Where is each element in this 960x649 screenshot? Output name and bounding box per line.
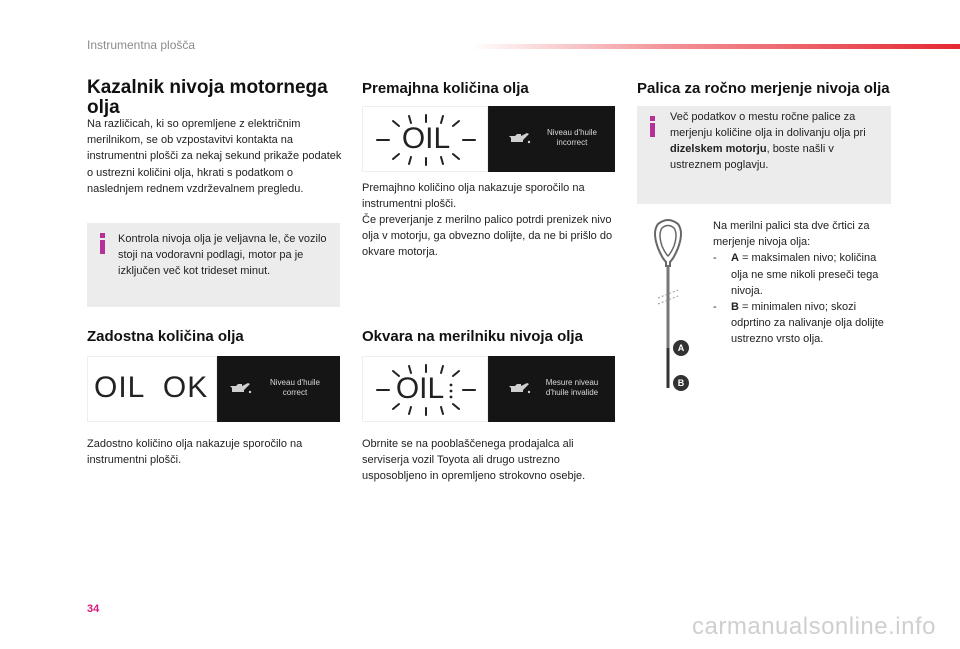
section-title: Instrumentna plošča (87, 38, 196, 52)
intro-paragraph: Na različicah, ki so opremljene z električnim merilnikom, se ob vzpostavitvi kontakta na instrumentni plošči za nekaj sekund prikaže podatek o ustrezni količini olja, hkrati s podatkom o naslednjem rednem vzdrževalnem pregledu. (87, 118, 342, 195)
fault-oil-msg-line1: Mesure niveau (545, 378, 599, 387)
fault-oil-screen (362, 356, 488, 422)
oil-sensor-fault-heading: Okvara na merilniku nivoja olja (362, 328, 583, 345)
item-a-text: = maksimalen nivo; količina olja ne sme nikoli preseči tega nivoja. (731, 252, 879, 297)
dipstick-item-a (713, 250, 893, 299)
fault-oil-msg-line2: d'huile invalide (545, 388, 599, 397)
low-oil-desc-1: Premajhno količino olja nakazuje sporočilo na instrumentni plošči. (362, 182, 585, 211)
bullet-dash: - (713, 252, 717, 265)
oil-can-icon (507, 130, 531, 146)
low-oil-text: OIL (401, 122, 451, 155)
low-oil-heading: Premajhna količina olja (362, 80, 529, 97)
watermark: carmanualsonline.info (692, 613, 936, 640)
fault-oil-message-panel (489, 356, 615, 422)
dipstick-description (713, 218, 893, 348)
oil-ok-screen (87, 356, 217, 422)
item-a-letter: A (731, 252, 739, 265)
low-oil-msg-line2: incorrect (556, 138, 588, 147)
oil-ok-message-panel (218, 356, 340, 422)
fault-oil-text: OIL (395, 372, 445, 405)
page-number: 34 (87, 603, 100, 615)
dipstick-note-part2: , boste našli v ustreznem poglavju. (670, 143, 834, 171)
max-level-marker: A (673, 340, 689, 356)
low-oil-display (362, 106, 615, 172)
oil-ok-msg-line2: correct (282, 388, 308, 397)
dipstick-intro: Na merilni palici sta dve črtici za merjenje nivoja olja: (713, 220, 870, 249)
item-b-letter: B (731, 301, 739, 314)
low-oil-screen (362, 106, 488, 172)
sufficient-oil-heading: Zadostna količina olja (87, 328, 244, 345)
note-box (87, 223, 340, 307)
min-level-marker: B (673, 375, 689, 391)
fault-oil-display (362, 356, 615, 422)
note-text: Kontrola nivoja olja je veljavna le, če vozilo stoji na vodoravni podlagi, motor pa je izključen več kot trideset minut. (118, 233, 327, 277)
oil-ok-display (87, 356, 340, 422)
page-title: Kazalnik nivoja motornega olja (87, 77, 328, 118)
sufficient-oil-desc: Zadostno količino olja nakazuje sporočilo na instrumentni plošči. (87, 438, 303, 467)
dipstick-note-bold: dizelskem motorju (670, 143, 767, 155)
oil-sensor-fault-desc: Obrnite se na pooblaščenega prodajalca ali serviserja vozil Toyota ali drugo ustrezno usposobljeno in opremljeno strokovno osebje. (362, 438, 586, 483)
header-accent-bar (470, 44, 960, 49)
dipstick-note-part1: Več podatkov o mestu ročne palice za merjenju količine olja in dolivanju olja pri (670, 111, 866, 139)
low-oil-msg-line1: Niveau d'huile (546, 128, 597, 137)
oil-can-icon (228, 380, 252, 396)
oil-can-icon (507, 380, 531, 396)
info-icon (100, 233, 105, 254)
dipstick-item-b (713, 299, 893, 348)
low-oil-desc-2: Če preverjanje z merilno palico potrdi prenizek nivo olja v motorju, ga obvezno dolijte, da ne bi prišlo do okvare motorja. (362, 214, 613, 259)
dipstick-illustration (640, 218, 696, 396)
oil-ok-text: OIL OK (94, 371, 209, 404)
low-oil-message-panel (489, 106, 615, 172)
item-b-text: = minimalen nivo; skozi odprtino za nalivanje olja dolijte ustrezno vrsto olja. (731, 301, 884, 346)
dipstick-heading: Palica za ročno merjenje nivoja olja (637, 80, 890, 97)
dipstick-note-box (637, 106, 891, 204)
info-icon (650, 116, 655, 137)
bullet-dash: - (713, 301, 717, 314)
oil-ok-msg-line1: Niveau d'huile (269, 378, 320, 387)
dipstick-note-text (670, 109, 882, 173)
